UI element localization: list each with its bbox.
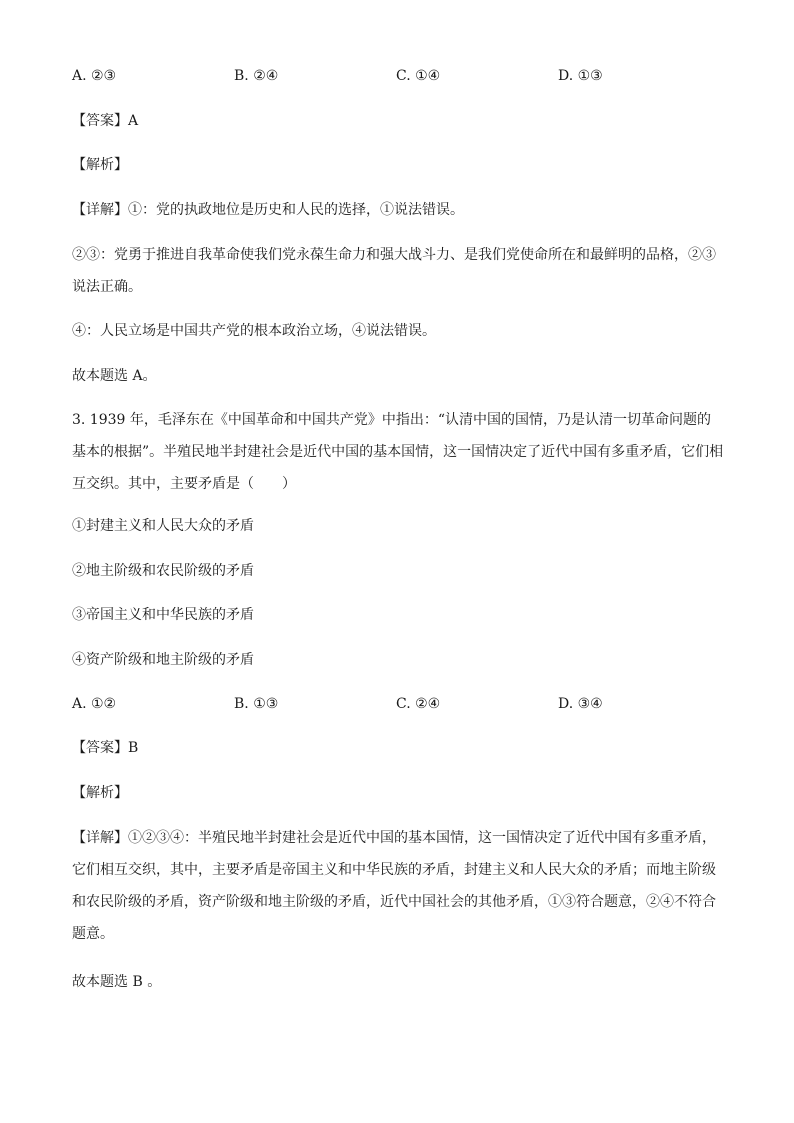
q2-detail-3: ④：人民立场是中国共产党的根本政治立场，④说法错误。 <box>72 323 436 339</box>
q2-detail-1: 【详解】①：党的执政地位是历史和人民的选择，①说法错误。 <box>72 202 464 218</box>
q3-analysis-label: 【解析】 <box>72 785 128 801</box>
q3-option-b: B. ①③ <box>234 696 279 712</box>
q3-detail: 【详解】①②③④：半殖民地半封建社会是近代中国的基本国情，这一国情决定了近代中国有多重矛盾，它们相互交织，其中，主要矛盾是帝国主义和中华民族的矛盾，封建主义和人民大众的矛盾；而地主阶级和农民阶级的矛盾，资产阶级和地主阶级的矛盾，近代中国社会的其他矛盾，①③符合题意，②④不符合题意。 <box>72 830 716 942</box>
q2-answer: 【答案】A <box>72 113 139 129</box>
q2-option-d: D. ①③ <box>558 68 603 84</box>
q3-item-4: ④资产阶级和地主阶级的矛盾 <box>72 652 254 668</box>
q3-option-a: A. ①② <box>72 696 117 712</box>
q3-item-2: ②地主阶级和农民阶级的矛盾 <box>72 563 254 579</box>
q3-option-d: D. ③④ <box>558 696 603 712</box>
q2-options <box>72 66 724 86</box>
q2-option-b: B. ②④ <box>234 68 279 84</box>
q3-conclusion: 故本题选 B 。 <box>72 974 162 990</box>
q3-answer: 【答案】B <box>72 740 139 756</box>
q3-item-1: ①封建主义和人民大众的矛盾 <box>72 518 254 534</box>
q2-option-c: C. ①④ <box>396 68 441 84</box>
q2-analysis-label: 【解析】 <box>72 157 128 173</box>
q2-detail-2: ②③：党勇于推进自我革命使我们党永葆生命力和强大战斗力、是我们党使命所在和最鲜明的品格，②③说法正确。 <box>72 247 716 295</box>
q3-stem: 3. 1939 年，毛泽东在《中国革命和中国共产党》中指出：“认清中国的国情，乃是认清一切革命问题的基本的根据”。半殖民地半封建社会是近代中国的基本国情，这一国情决定了近代中国有多重矛盾，它们相互交织。其中，主要矛盾是（ ） <box>72 412 724 492</box>
q3-options <box>72 694 724 714</box>
q2-conclusion: 故本题选 A。 <box>72 368 157 384</box>
q2-option-a: A. ②③ <box>72 68 117 84</box>
q3-option-c: C. ②④ <box>396 696 441 712</box>
q3-item-3: ③帝国主义和中华民族的矛盾 <box>72 607 254 623</box>
